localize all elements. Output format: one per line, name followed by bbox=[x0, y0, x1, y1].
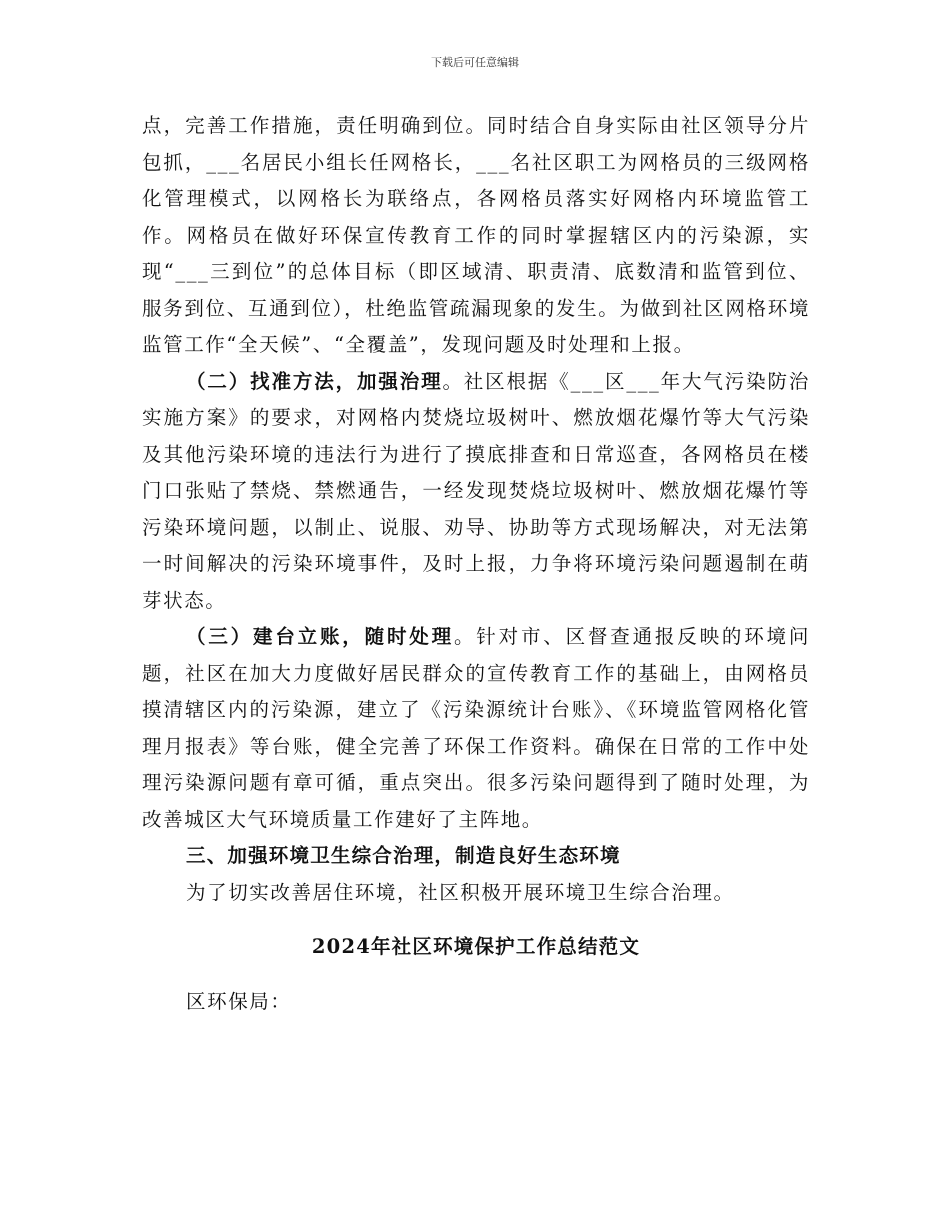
paragraph-sanitation: 为了切实改善居住环境，社区积极开展环境卫生综合治理。 bbox=[186, 880, 735, 904]
paragraph-ledger-handling bbox=[142, 619, 810, 838]
paragraph-ledger-handling-text: 。针对市、区督查通报反映的环境问题，社区在加大力度做好居民群众的宣传教育工作的基础上，由网格员摸清辖区内的污染源，建立了《污染源统计台账》、《环境监管网格化管理月报表》等台账，健全完善了环保工作资料。确保在日常的工作中处理污染源问题有章可循，重点突出。很多污染问题得到了随时处理，为改善城区大气环境质量工作建好了主阵地。 bbox=[142, 625, 810, 831]
subheading-ledger-handling: （三）建台立账，随时处理 bbox=[186, 625, 454, 648]
section-heading-3: 三、加强环境卫生综合治理，制造良好生态环境 bbox=[186, 844, 621, 867]
paragraph-method-governance-text: 。社区根据《___区___年大气污染防治实施方案》的要求，对网格内焚烧垃圾树叶、燃放烟花爆竹等大气污染及其他污染环境的违法行为进行了摸底排查和日常巡查，各网格员在楼门口张贴了禁烧、禁燃通告，一经发现焚烧垃圾树叶、燃放烟花爆竹等污染环境问题，以制止、说服、劝导、协助等方式现场解决，对无法第一时间解决的污染环境事件，及时上报，力争将环境污染问题遏制在萌芽状态。 bbox=[142, 369, 810, 612]
salutation: 区环保局： bbox=[186, 989, 292, 1013]
subheading-method-governance: （二）找准方法，加强治理 bbox=[186, 369, 443, 393]
paragraph-grid-management: 点，完善工作措施，责任明确到位。同时结合自身实际由社区领导分片包抓，___名居民小组长任网格长，___名社区职工为网格员的三级网格化管理模式，以网格长为联络点，各网格员落实好网格内环境监管工作。网格员在做好环保宣传教育工作的同时掌握辖区内的污染源，实现“___三到位”的总体目标（即区域清、职责清、底数清和监管到位、服务到位、互通到位），杜绝监管疏漏现象的发生。为做到社区网格环境监管工作“全天候”、“全覆盖”，发现问题及时处理和上报。 bbox=[142, 114, 810, 356]
paragraph-method-governance bbox=[142, 364, 810, 620]
page-header-note: 下载后可任意编辑 bbox=[431, 56, 519, 69]
document-title: 2024年社区环境保护工作总结范文 bbox=[311, 935, 641, 958]
document-body bbox=[142, 108, 810, 1020]
